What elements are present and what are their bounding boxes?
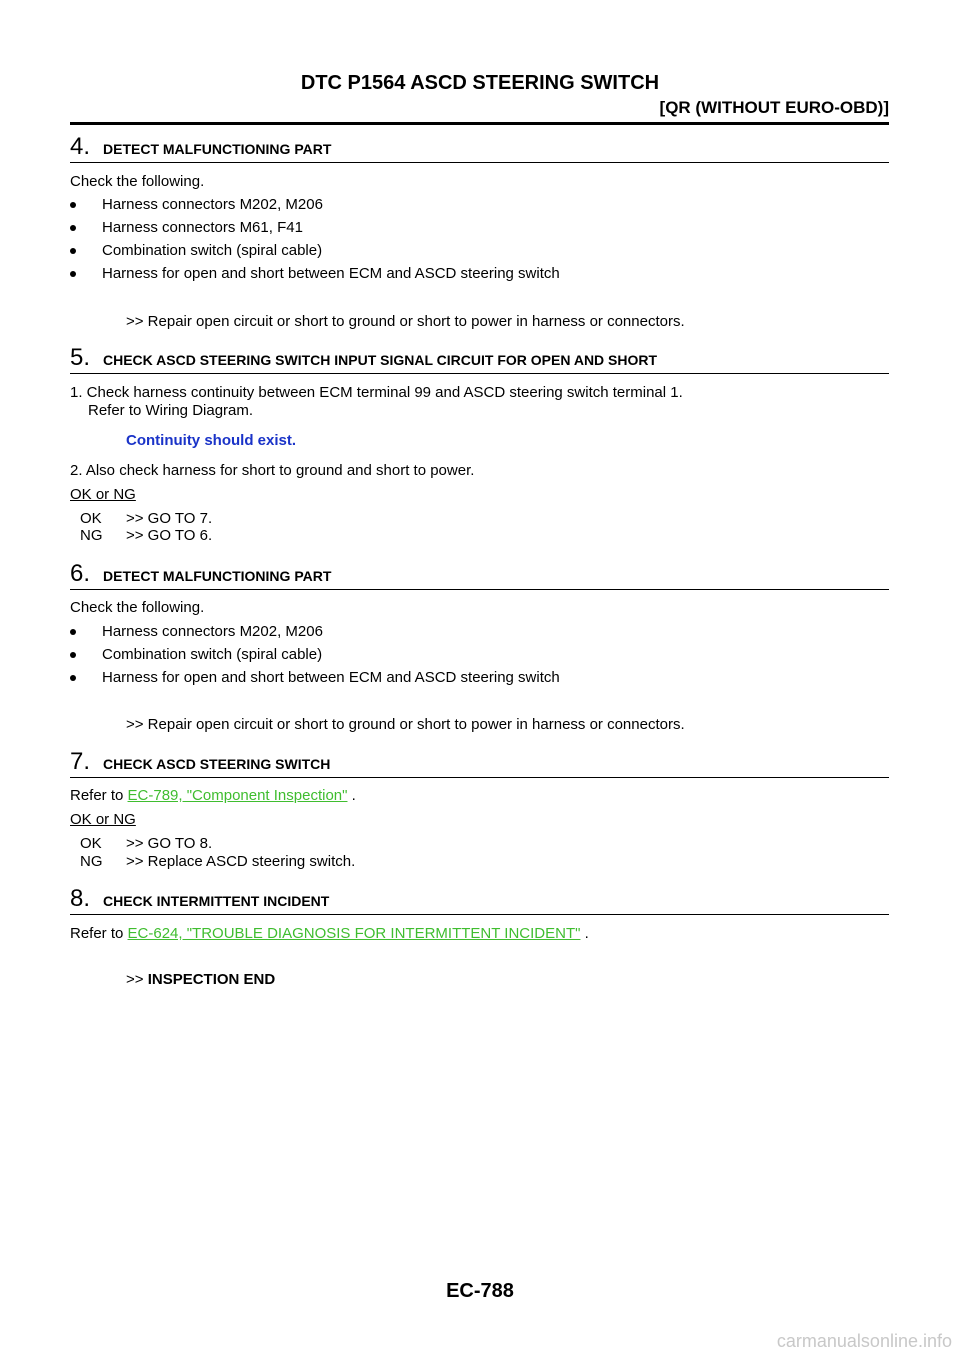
list-item: Harness connectors M202, M206 — [70, 623, 830, 641]
ok-key: OK — [80, 835, 102, 852]
list-item: Harness connectors M61, F41 — [70, 219, 830, 237]
step-title: CHECK INTERMITTENT INCIDENT — [103, 893, 330, 909]
bullet-icon — [70, 202, 76, 208]
step-5-item-2: 2. Also check harness for short to ground and short to power. — [70, 462, 475, 479]
ok-ng-label: OK or NG — [70, 811, 136, 828]
step-title: CHECK ASCD STEERING SWITCH INPUT SIGNAL CIRCUIT FOR OPEN AND SHORT — [103, 352, 658, 368]
bullet-icon — [70, 225, 76, 231]
bullet-icon — [70, 271, 76, 277]
spec-text: Continuity should exist. — [126, 432, 297, 449]
ng-key: NG — [80, 853, 103, 870]
intermittent-incident-link[interactable]: EC-624, "TROUBLE DIAGNOSIS FOR INTERMITTENT INCIDENT" — [127, 925, 581, 942]
step-number: 4. — [70, 133, 91, 160]
bullet-icon — [70, 629, 76, 635]
step-5-item-1-ref: Refer to Wiring Diagram. — [88, 402, 254, 419]
list-item: Harness for open and short between ECM and ASCD steering switch — [70, 265, 830, 283]
inspection-end: >> INSPECTION END — [126, 971, 276, 988]
step-8-heading — [70, 886, 889, 915]
page-subtitle: [QR (WITHOUT EURO-OBD)] — [659, 98, 889, 117]
step-7-heading — [70, 749, 889, 778]
step-4-heading — [70, 134, 889, 163]
step-4-result: >> Repair open circuit or short to ground or short to power in harness or connectors. — [126, 313, 685, 330]
step-5-item-1: 1. Check harness continuity between ECM terminal 99 and ASCD steering switch terminal 1. — [70, 384, 683, 401]
step-number: 5. — [70, 344, 91, 371]
ok-ng-label: OK or NG — [70, 486, 136, 503]
list-item: Combination switch (spiral cable) — [70, 242, 830, 260]
header-rule — [70, 122, 889, 125]
step-title: DETECT MALFUNCTIONING PART — [103, 568, 332, 584]
watermark: carmanualsonline.info — [776, 1331, 952, 1351]
ok-value: >> GO TO 7. — [126, 510, 213, 527]
component-inspection-link[interactable]: EC-789, "Component Inspection" — [127, 787, 348, 804]
step-title: DETECT MALFUNCTIONING PART — [103, 141, 332, 157]
ng-key: NG — [80, 527, 103, 544]
step-8-refer: Refer to EC-624, "TROUBLE DIAGNOSIS FOR INTERMITTENT INCIDENT" . — [70, 925, 589, 942]
step-5-heading — [70, 345, 889, 374]
ok-key: OK — [80, 510, 102, 527]
step-number: 6. — [70, 560, 91, 587]
page-title: DTC P1564 ASCD STEERING SWITCH — [300, 72, 660, 94]
step-6-result: >> Repair open circuit or short to ground or short to power in harness or connectors. — [126, 716, 685, 733]
ng-value: >> GO TO 6. — [126, 527, 213, 544]
bullet-icon — [70, 248, 76, 254]
step-7-refer: Refer to EC-789, "Component Inspection" . — [70, 787, 356, 804]
step-number: 8. — [70, 885, 91, 912]
list-item: Harness for open and short between ECM and ASCD steering switch — [70, 669, 830, 687]
list-item: Combination switch (spiral cable) — [70, 646, 830, 664]
step-number: 7. — [70, 748, 91, 775]
ok-value: >> GO TO 8. — [126, 835, 213, 852]
bullet-icon — [70, 675, 76, 681]
bullet-icon — [70, 652, 76, 658]
step-title: CHECK ASCD STEERING SWITCH — [103, 756, 331, 772]
page-number: EC-788 — [446, 1280, 514, 1302]
step-4-intro: Check the following. — [70, 173, 205, 190]
list-item: Harness connectors M202, M206 — [70, 196, 830, 214]
ng-value: >> Replace ASCD steering switch. — [126, 853, 356, 870]
step-6-intro: Check the following. — [70, 599, 205, 616]
step-6-heading — [70, 561, 889, 590]
